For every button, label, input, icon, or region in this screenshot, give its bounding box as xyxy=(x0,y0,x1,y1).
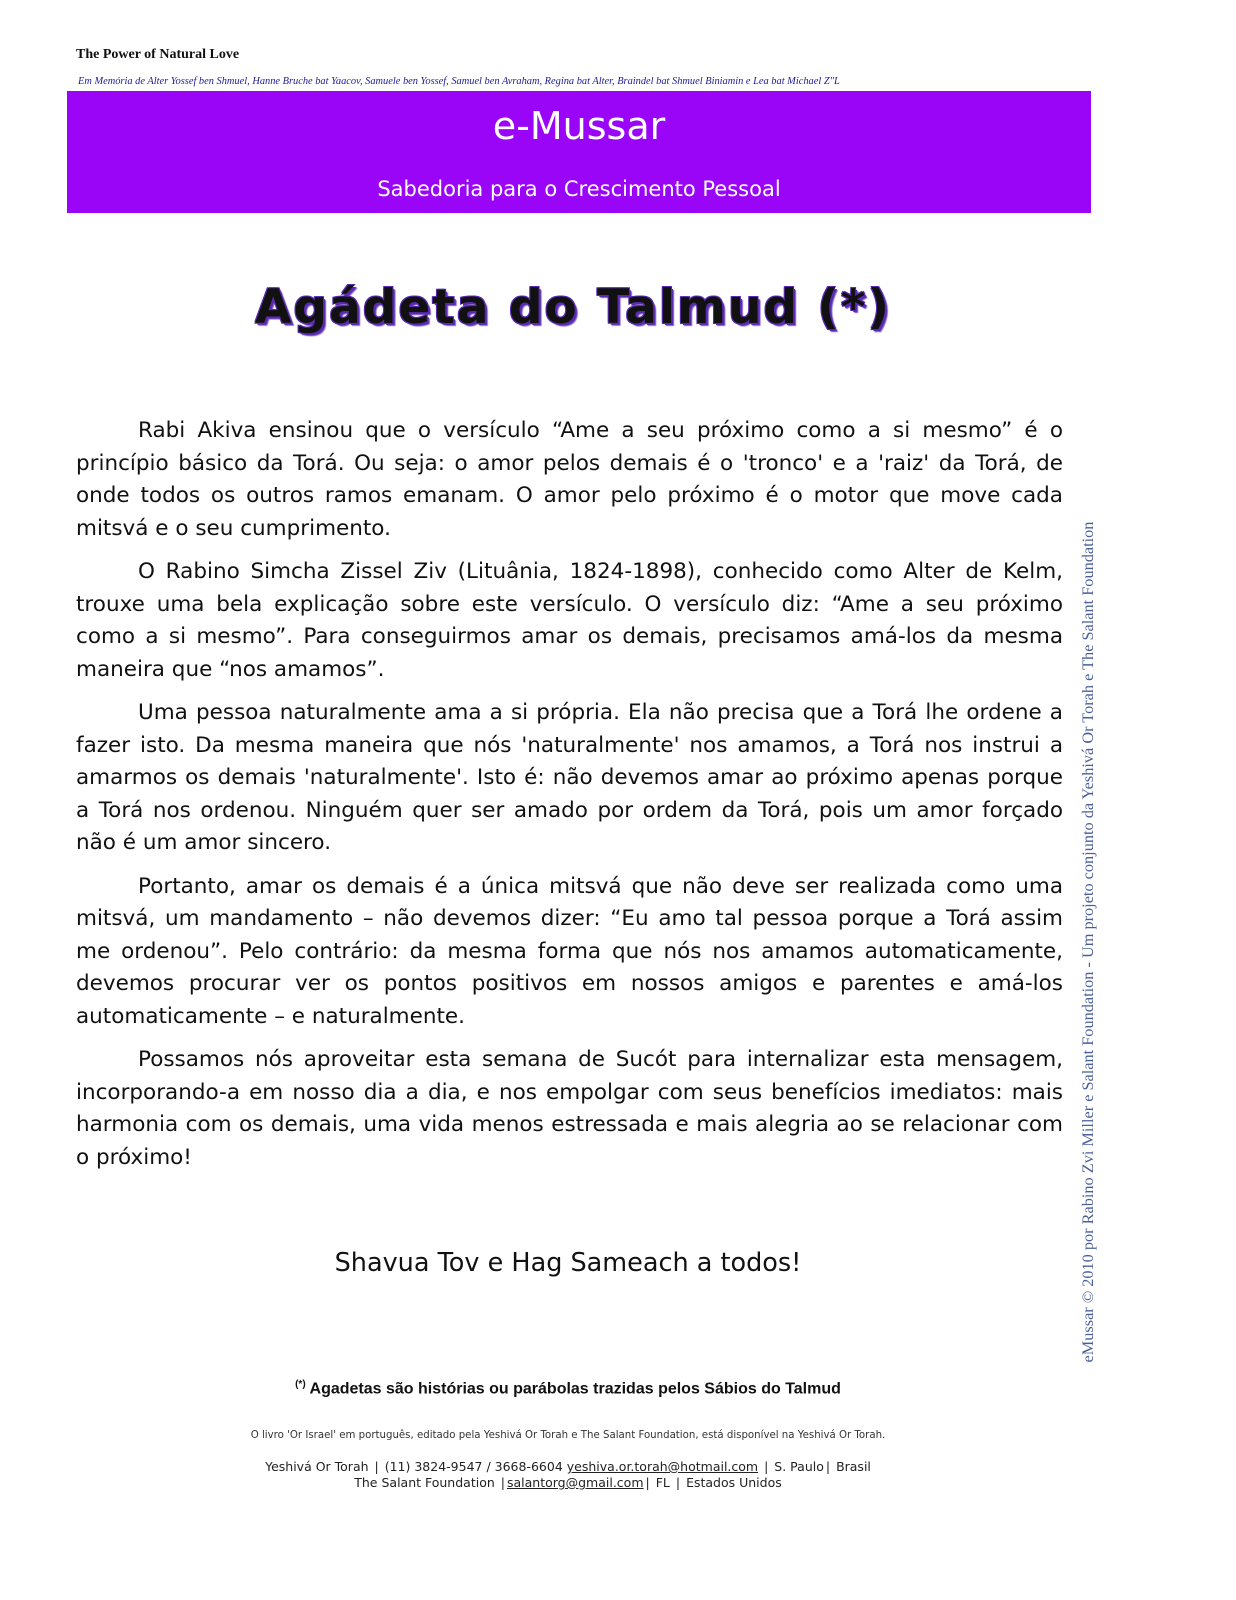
email-link[interactable]: yeshiva.or.torah@hotmail.com xyxy=(566,1459,759,1474)
memorial-dedication: Em Memória de Alter Yossef ben Shmuel, Hanne Bruche bat Yaacov, Samuele ben Yossef, Samuel ben Avraham, Regina bat Alter, Braindel bat Shmuel Biniamin e Lea bat Michael Z"L xyxy=(78,76,840,87)
article-title: Agádeta do Talmud (*) xyxy=(255,280,891,335)
org-name: The Salant Foundation xyxy=(354,1475,495,1490)
country: Estados Unidos xyxy=(686,1475,782,1490)
contact-line-salant xyxy=(68,1475,1068,1490)
vertical-copyright-credit: eMussar © 2010 por Rabino Zvi Miller e Salant Foundation - Um projeto conjunto da Yeshivá Or Torah e The Salant Foundation xyxy=(1078,521,1097,1363)
country: Brasil xyxy=(836,1459,871,1474)
org-name: Yeshivá Or Torah xyxy=(265,1459,369,1474)
banner-title: e-Mussar xyxy=(492,104,666,148)
separator: | xyxy=(374,1459,379,1474)
contact-line-yeshiva xyxy=(68,1459,1068,1474)
paragraph: Rabi Akiva ensinou que o versículo “Ame a seu próximo como a si mesmo” é o princípio básico da Torá. Ou seja: o amor pelos demais é o 'tronco' e a 'raiz' da Torá, de onde todos os outros ramos emanam. O amor pelo próximo é o motor que move cada mitsvá e o seu cumprimento. xyxy=(76,418,1063,541)
footnote-text: Agadetas são histórias ou parábolas trazidas pelos Sábios do Talmud xyxy=(305,1380,841,1398)
banner-subtitle: Sabedoria para o Crescimento Pessoal xyxy=(377,177,781,201)
paragraph: Uma pessoa naturalmente ama a si própria. Ela não precisa que a Torá lhe ordene a fazer isto. Da mesma maneira que nós 'naturalmente' nos amamos, a Torá nos instrui a amarmos os demais 'naturalmente'. Isto é: não devemos amar ao próximo apenas porque a Torá nos ordenou. Ninguém quer ser amado por ordem da Torá, pois um amor forçado não é um amor sincero. xyxy=(76,700,1063,855)
location: S. Paulo xyxy=(774,1459,824,1474)
email-link[interactable]: salantorg@gmail.com xyxy=(506,1475,644,1490)
footnote-marker: (*) xyxy=(295,1379,306,1390)
e-mussar-banner xyxy=(67,91,1091,213)
closing-greeting: Shavua Tov e Hag Sameach a todos! xyxy=(334,1248,802,1278)
paragraph: Portanto, amar os demais é a única mitsvá que não deve ser realizada como uma mitsvá, um mandamento – não devemos dizer: “Eu amo tal pessoa porque a Torá assim me ordenou”. Pelo contrário: da mesma forma que nós nos amamos automaticamente, devemos procurar ver os pontos positivos em nossos amigos e parentes e amá-los automaticamente – e naturalmente. xyxy=(76,873,1063,1029)
location: FL xyxy=(655,1475,670,1490)
separator: | xyxy=(645,1475,650,1490)
separator: | xyxy=(825,1459,831,1474)
separator: | xyxy=(675,1475,681,1490)
paragraph: O Rabino Simcha Zissel Ziv (Lituânia, 1824-1898), conhecido como Alter de Kelm, trouxe uma bela explicação sobre este versículo. O versículo diz: “Ame a seu próximo como a si mesmo”. Para conseguirmos amar os demais, precisamos amá-los da mesma maneira que “nos amamos”. xyxy=(76,559,1063,682)
separator: | xyxy=(764,1459,769,1474)
article-body xyxy=(76,415,1063,1185)
paragraph: Possamos nós aproveitar esta semana de Sucót para internalizar esta mensagem, incorporando-a em nosso dia a dia, e nos empolgar com seus benefícios imediatos: mais harmonia com os demais, uma vida menos estressada e mais alegria ao se relacionar com o próximo! xyxy=(76,1047,1063,1170)
book-note: O livro 'Or Israel' em português, editado pela Yeshivá Or Torah e The Salant Foundation, está disponível na Yeshivá Or Torah. xyxy=(250,1430,886,1441)
phone-number: (11) 3824-9547 / 3668-6604 xyxy=(384,1459,563,1474)
document-header-title: The Power of Natural Love xyxy=(76,47,240,62)
separator: | xyxy=(500,1475,505,1490)
footnote xyxy=(68,1379,1068,1398)
